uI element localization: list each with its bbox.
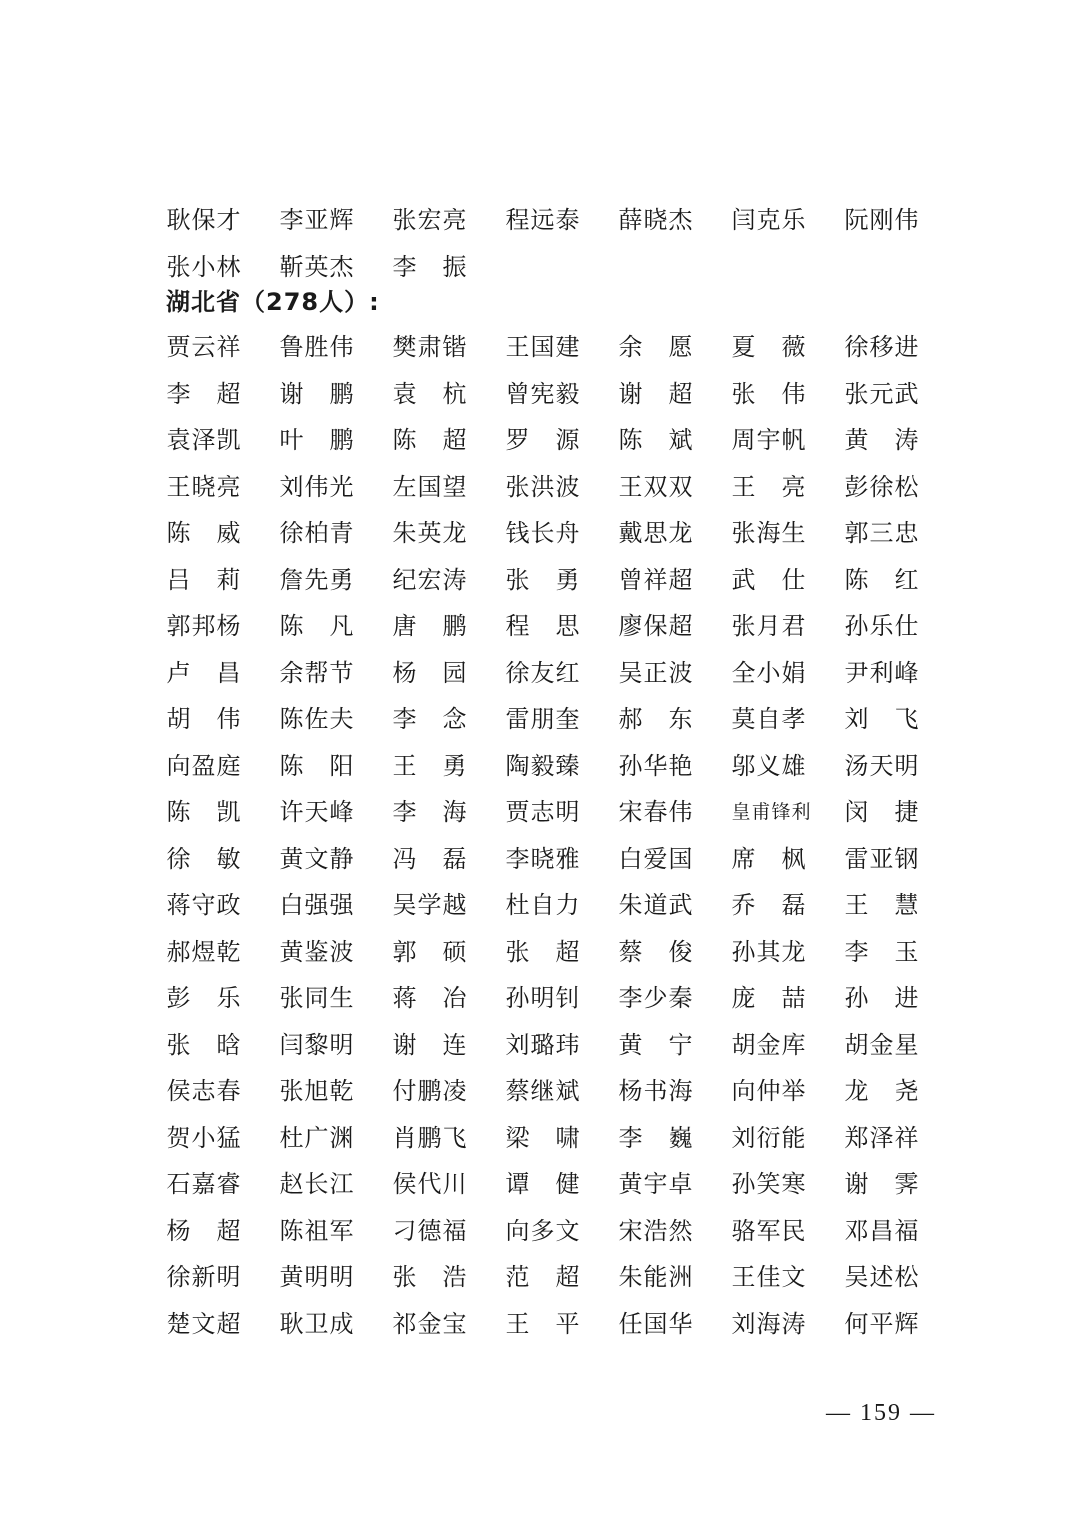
person-name: 张 宏 亮 (392, 206, 467, 234)
person-name: 龙 尧 (844, 1077, 919, 1105)
person-name: 孙 明 钊 (505, 984, 580, 1012)
person-name: 郭 三 忠 (844, 519, 919, 547)
person-name: 叶 鹏 (279, 426, 354, 454)
person-name: 陈 凡 (279, 612, 354, 640)
person-name: 余 愿 (618, 333, 693, 361)
person-name: 刘 衍 能 (731, 1123, 806, 1152)
name-row (166, 420, 957, 460)
person-name: 侯 代 川 (392, 1170, 467, 1198)
person-name: 纪 宏 涛 (392, 565, 467, 594)
person-name: 向 多 文 (505, 1216, 580, 1245)
person-name: 郝 煜 乾 (166, 937, 241, 966)
person-name: 黄 明 明 (279, 1263, 354, 1291)
person-name: 耿 卫 成 (279, 1309, 354, 1338)
section-heading-hubei: 湖北省（278人）: (166, 288, 380, 316)
person-name: 汤 天 明 (844, 751, 919, 780)
person-name: 唐 鹏 (392, 612, 467, 640)
person-name: 卢 昌 (166, 658, 241, 687)
person-name: 张 勇 (505, 565, 580, 594)
person-name: 陈 祖 军 (279, 1216, 354, 1245)
person-name: 郝 东 (618, 705, 693, 733)
person-name: 李 超 (166, 379, 241, 408)
name-row (166, 746, 957, 786)
person-name: 张 浩 (392, 1263, 467, 1291)
person-name: 张 月 君 (731, 612, 806, 640)
person-name: 孙 华 艳 (618, 751, 693, 780)
person-name: 尹 利 峰 (844, 658, 919, 687)
person-name: 蔡 俊 (618, 937, 693, 966)
person-name: 李 晓 雅 (505, 844, 580, 873)
person-name: 黄 鉴 波 (279, 937, 354, 966)
person-name: 雷 朋 奎 (505, 705, 580, 733)
person-name: 杨 超 (166, 1216, 241, 1245)
person-name: 陈 凯 (166, 798, 241, 826)
name-row (166, 932, 957, 972)
person-name: 王 勇 (392, 751, 467, 780)
person-name: 张 洪 波 (505, 472, 580, 501)
person-name: 袁 杭 (392, 379, 467, 408)
person-name: 程 思 (505, 612, 580, 640)
person-name: 闫 克 乐 (731, 206, 806, 234)
person-name: 陈 斌 (618, 426, 693, 454)
person-name: 刘 伟 光 (279, 472, 354, 501)
person-name: 陈 阳 (279, 751, 354, 780)
person-name: 蔡 继 斌 (505, 1077, 580, 1105)
person-name: 罗 源 (505, 426, 580, 454)
name-row (166, 1071, 957, 1111)
person-name: 张 海 生 (731, 519, 806, 547)
person-name: 徐 移 进 (844, 333, 919, 361)
person-name: 邓 昌 福 (844, 1216, 919, 1245)
name-row (166, 560, 957, 600)
person-name: 王 亮 (731, 472, 806, 501)
person-name: 贾 云 祥 (166, 333, 241, 361)
person-name: 庞 喆 (731, 984, 806, 1012)
person-name: 向 仲 举 (731, 1077, 806, 1105)
person-name: 孙 笑 寒 (731, 1170, 806, 1198)
person-name: 皇 甫 锋 利 (731, 801, 811, 823)
person-name: 全 小 娟 (731, 658, 806, 687)
person-name: 胡 金 星 (844, 1030, 919, 1059)
person-name: 何 平 辉 (844, 1309, 919, 1338)
person-name: 陈 红 (844, 565, 919, 594)
person-name: 陈 威 (166, 519, 241, 547)
person-name: 冯 磊 (392, 844, 467, 873)
name-row (166, 792, 957, 832)
person-name: 杜 自 力 (505, 891, 580, 919)
person-name: 周 宇 帆 (731, 426, 806, 454)
person-name: 吴 学 越 (392, 891, 467, 919)
person-name: 骆 军 民 (731, 1216, 806, 1245)
person-name: 张 小 林 (166, 252, 241, 281)
person-name: 郑 泽 祥 (844, 1123, 919, 1152)
person-name: 杜 广 渊 (279, 1123, 354, 1152)
name-row (166, 1025, 957, 1065)
person-name: 詹 先 勇 (279, 565, 354, 594)
name-row (166, 1257, 957, 1297)
person-name: 白 爱 国 (618, 844, 693, 873)
person-name: 梁 啸 (505, 1123, 580, 1152)
person-name: 左 国 望 (392, 472, 467, 501)
person-name: 孙 乐 仕 (844, 612, 919, 640)
person-name: 靳 英 杰 (279, 252, 354, 281)
person-name: 阮 刚 伟 (844, 206, 919, 234)
name-row (166, 839, 957, 879)
person-name: 乔 磊 (731, 891, 806, 919)
person-name: 张 元 武 (844, 379, 919, 408)
person-name: 胡 伟 (166, 705, 241, 733)
person-name: 朱 能 洲 (618, 1263, 693, 1291)
person-name: 杨 园 (392, 658, 467, 687)
person-name: 黄 宇 卓 (618, 1170, 693, 1198)
person-name: 王 晓 亮 (166, 472, 241, 501)
person-name: 廖 保 超 (618, 612, 693, 640)
person-name: 向 盈 庭 (166, 751, 241, 780)
person-name: 朱 英 龙 (392, 519, 467, 547)
person-name: 耿 保 才 (166, 206, 241, 234)
person-name: 侯 志 春 (166, 1077, 241, 1105)
person-name: 石 嘉 睿 (166, 1170, 241, 1198)
person-name: 张 晗 (166, 1030, 241, 1059)
person-name: 徐 敏 (166, 844, 241, 873)
person-name: 莫 自 孝 (731, 705, 806, 733)
person-name: 郭 邦 杨 (166, 612, 241, 640)
person-name: 吕 莉 (166, 565, 241, 594)
person-name: 徐 新 明 (166, 1263, 241, 1291)
name-row (166, 1304, 957, 1344)
person-name: 贺 小 猛 (166, 1123, 241, 1152)
person-name: 鲁 胜 伟 (279, 333, 354, 361)
person-name: 刘 海 涛 (731, 1309, 806, 1338)
person-name: 杨 书 海 (618, 1077, 693, 1105)
person-name: 钱 长 舟 (505, 519, 580, 547)
person-name: 曾 宪 毅 (505, 379, 580, 408)
person-name: 李 亚 辉 (279, 206, 354, 234)
name-row (166, 699, 957, 739)
person-name: 黄 文 静 (279, 844, 354, 873)
person-name: 张 同 生 (279, 984, 354, 1012)
name-row (166, 606, 957, 646)
name-row (166, 513, 957, 553)
person-name: 袁 泽 凯 (166, 426, 241, 454)
person-name: 夏 薇 (731, 333, 806, 361)
name-row (166, 978, 957, 1018)
person-name: 王 平 (505, 1309, 580, 1338)
person-name: 范 超 (505, 1263, 580, 1291)
person-name: 余 帮 节 (279, 658, 354, 687)
person-name: 刘 璐 玮 (505, 1030, 580, 1059)
person-name: 孙 进 (844, 984, 919, 1012)
person-name: 闵 捷 (844, 798, 919, 826)
person-name: 程 远 泰 (505, 206, 580, 234)
person-name: 张 伟 (731, 379, 806, 408)
person-name: 邬 义 雄 (731, 751, 806, 780)
name-row (166, 247, 505, 287)
person-name: 黄 涛 (844, 426, 919, 454)
person-name: 雷 亚 钢 (844, 844, 919, 873)
person-name: 张 旭 乾 (279, 1077, 354, 1105)
person-name: 戴 思 龙 (618, 519, 693, 547)
person-name: 陈 佐 夫 (279, 705, 354, 733)
person-name: 蒋 冶 (392, 984, 467, 1012)
person-name: 王 双 双 (618, 472, 693, 501)
person-name: 彭 徐 松 (844, 472, 919, 501)
person-name: 谢 鹏 (279, 379, 354, 408)
person-name: 黄 宁 (618, 1030, 693, 1059)
person-name: 孙 其 龙 (731, 937, 806, 966)
person-name: 肖 鹏 飞 (392, 1123, 467, 1152)
name-row (166, 653, 957, 693)
person-name: 陈 超 (392, 426, 467, 454)
person-name: 谢 超 (618, 379, 693, 408)
name-row (166, 327, 957, 367)
person-name: 任 国 华 (618, 1309, 693, 1338)
person-name: 王 佳 文 (731, 1263, 806, 1291)
person-name: 赵 长 江 (279, 1170, 354, 1198)
person-name: 祁 金 宝 (392, 1309, 467, 1338)
name-row (166, 885, 957, 925)
person-name: 吴 述 松 (844, 1263, 919, 1291)
person-name: 张 超 (505, 937, 580, 966)
person-name: 彭 乐 (166, 984, 241, 1012)
name-row (166, 467, 957, 507)
person-name: 徐 友 红 (505, 658, 580, 687)
person-name: 朱 道 武 (618, 891, 693, 919)
person-name: 李 念 (392, 705, 467, 733)
person-name: 闫 黎 明 (279, 1030, 354, 1059)
person-name: 谢 连 (392, 1030, 467, 1059)
person-name: 李 振 (392, 252, 467, 281)
person-name: 席 枫 (731, 844, 806, 873)
person-name: 王 慧 (844, 891, 919, 919)
person-name: 曾 祥 超 (618, 565, 693, 594)
person-name: 谢 霁 (844, 1170, 919, 1198)
person-name: 王 国 建 (505, 333, 580, 361)
person-name: 李 巍 (618, 1123, 693, 1152)
person-name: 李 玉 (844, 937, 919, 966)
person-name: 刁 德 福 (392, 1216, 467, 1245)
person-name: 徐 柏 青 (279, 519, 354, 547)
person-name: 李 海 (392, 798, 467, 826)
person-name: 宋 浩 然 (618, 1216, 693, 1245)
person-name: 薛 晓 杰 (618, 206, 693, 234)
person-name: 蒋 守 政 (166, 891, 241, 919)
name-row (166, 374, 957, 414)
person-name: 付 鹏 凌 (392, 1077, 467, 1105)
person-name: 陶 毅 臻 (505, 751, 580, 780)
page-number: — 159 — (826, 1400, 936, 1426)
person-name: 楚 文 超 (166, 1309, 241, 1338)
person-name: 白 强 强 (279, 891, 354, 919)
person-name: 谭 健 (505, 1170, 580, 1198)
person-name: 宋 春 伟 (618, 798, 693, 826)
name-row (166, 1211, 957, 1251)
person-name: 许 天 峰 (279, 798, 354, 826)
person-name: 郭 硕 (392, 937, 467, 966)
name-row (166, 200, 957, 240)
person-name: 李 少 秦 (618, 984, 693, 1012)
person-name: 刘 飞 (844, 705, 919, 733)
person-name: 胡 金 库 (731, 1030, 806, 1059)
person-name: 武 仕 (731, 565, 806, 594)
person-name: 樊 肃 锴 (392, 333, 467, 361)
person-name: 贾 志 明 (505, 798, 580, 826)
name-row (166, 1164, 957, 1204)
name-row (166, 1118, 957, 1158)
person-name: 吴 正 波 (618, 658, 693, 687)
